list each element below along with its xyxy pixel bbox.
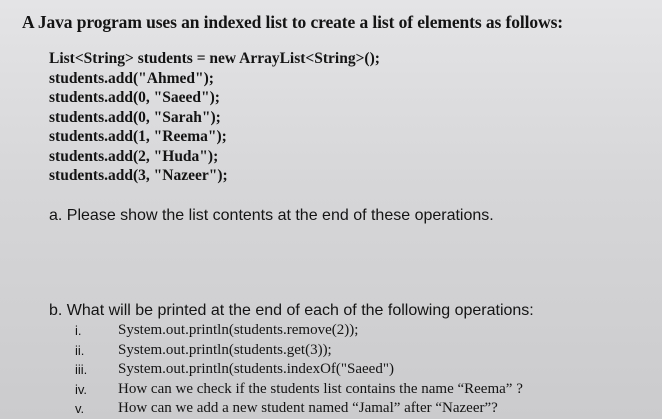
part-a-question: a. Please show the list contents at the end of these operations.: [49, 207, 494, 224]
sub-question-item: [75, 399, 523, 419]
code-line: students.add(0, "Saeed");: [49, 89, 220, 106]
sub-question-text: How can we check if the students list contains the name “Reema” ?: [118, 380, 523, 397]
sub-question-text: System.out.println(students.indexOf("Saeed"): [118, 361, 394, 377]
sub-question-item: [75, 321, 523, 341]
part-b-question: b. What will be printed at the end of each of the following operations:: [49, 302, 534, 319]
code-line: students.add(0, "Sarah");: [49, 108, 221, 126]
sub-question-number: i.: [75, 323, 82, 338]
question-intro: A Java program uses an indexed list to create a list of elements as follows:: [22, 12, 564, 32]
sub-question-text: System.out.println(students.get(3));: [118, 341, 332, 358]
sub-question-number: iv.: [75, 381, 88, 397]
code-line: students.add(3, "Nazeer");: [49, 167, 228, 184]
code-line: List<String> students = new ArrayList<String>();: [49, 50, 380, 67]
sub-question-number: ii.: [75, 342, 85, 358]
sub-question-number: iii.: [75, 362, 88, 377]
code-line: students.add("Ahmed");: [49, 69, 214, 87]
sub-question-number: v.: [75, 401, 85, 416]
sub-question-item: [75, 341, 523, 361]
sub-question-text: System.out.println(students.remove(2));: [118, 322, 359, 338]
code-line: students.add(2, "Huda");: [49, 147, 219, 165]
sub-question-item: [75, 380, 523, 400]
code-line: students.add(1, "Reema");: [49, 128, 227, 145]
code-block: [49, 49, 380, 186]
sub-question-text: How can we add a new student named “Jamal” after “Nazeer”?: [118, 400, 498, 416]
sub-question-list: [75, 321, 523, 419]
sub-question-item: [75, 360, 523, 380]
